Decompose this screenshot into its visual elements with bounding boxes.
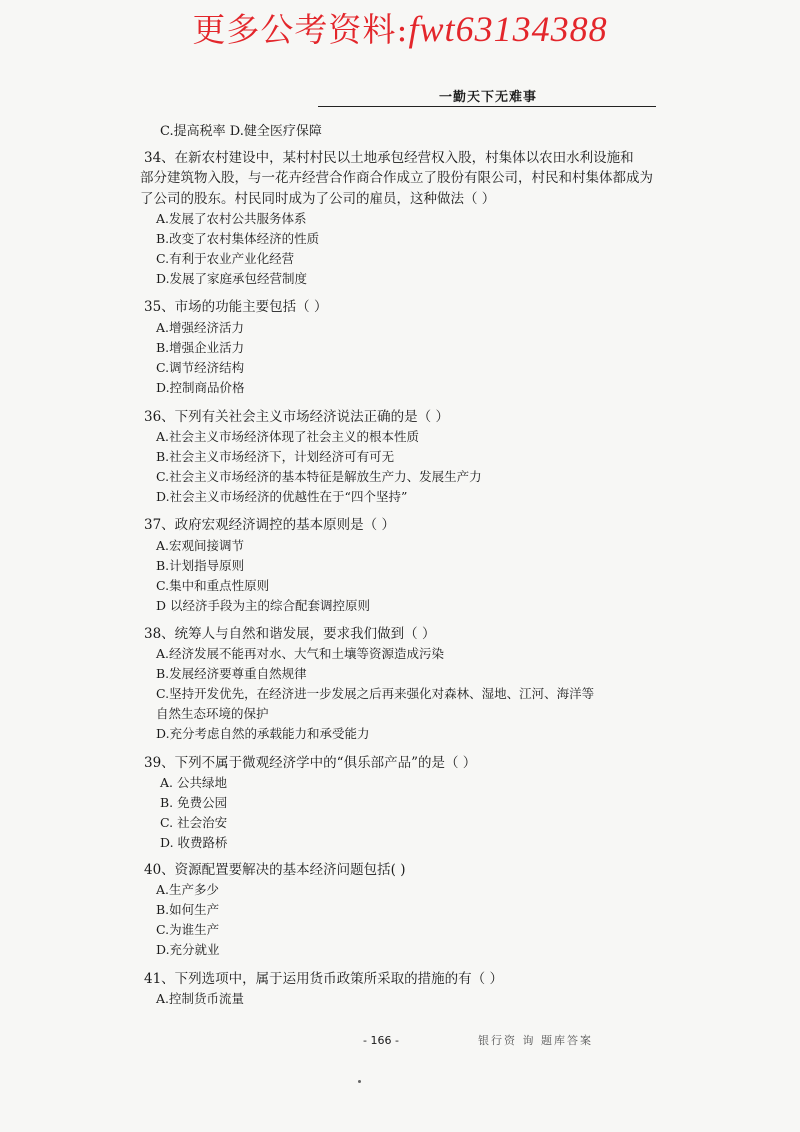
text-line: C.社会主义市场经济的基本特征是解放生产力、发展生产力 (156, 469, 482, 484)
text-line: C. 社会治安 (160, 815, 228, 830)
text-line: B.发展经济要尊重自然规律 (156, 666, 307, 681)
text-line: B.如何生产 (156, 902, 220, 917)
text-line: B.增强企业活力 (156, 340, 245, 355)
text-line: B.计划指导原则 (156, 558, 245, 573)
text-line: D. 收费路桥 (160, 835, 228, 850)
text-line: A. 公共绿地 (160, 775, 227, 790)
text-line: 部分建筑物入股，与一花卉经营合作商合作成立了股份有限公司，村民和村集体都成为 (140, 170, 653, 186)
footer-faded-text: 银行资 询 题库答案 (478, 1034, 593, 1047)
text-line: D.充分考虑自然的承载能力和承受能力 (156, 726, 370, 741)
text-line: D 以经济手段为主的综合配套调控原则 (156, 598, 370, 613)
text-line: 36、下列有关社会主义市场经济说法正确的是（ ） (144, 409, 449, 425)
text-line: C.为谁生产 (156, 922, 220, 937)
watermark-code: fwt63134388 (408, 9, 608, 49)
text-line: C.有利于农业产业化经营 (156, 251, 295, 266)
watermark-prefix: 更多公考资料: (192, 10, 409, 49)
text-line: D.充分就业 (156, 942, 220, 957)
scan-speck (358, 1080, 361, 1083)
text-line: C.提高税率 D.健全医疗保障 (160, 124, 322, 139)
text-line: A.宏观间接调节 (156, 538, 245, 553)
text-line: D.社会主义市场经济的优越性在于“四个坚持” (156, 489, 408, 504)
text-line: A.生产多少 (156, 882, 220, 897)
text-line: 38、统筹人与自然和谐发展，要求我们做到（ ） (144, 626, 436, 642)
text-line: 35、市场的功能主要包括（ ） (144, 299, 328, 315)
text-line: A.增强经济活力 (156, 320, 245, 335)
text-line: D.发展了家庭承包经营制度 (156, 271, 308, 286)
text-line: C.集中和重点性原则 (156, 578, 270, 593)
text-line: 41、下列选项中，属于运用货币政策所采取的措施的有（ ） (144, 971, 503, 987)
text-line: B.改变了农村集体经济的性质 (156, 231, 320, 246)
page-header: 一勤天下无难事 (438, 90, 537, 105)
text-line: 37、政府宏观经济调控的基本原则是（ ） (144, 517, 395, 533)
text-line: A.社会主义市场经济体现了社会主义的根本性质 (156, 429, 420, 444)
text-line: B.社会主义市场经济下，计划经济可有可无 (156, 449, 395, 464)
text-line: 40、资源配置要解决的基本经济问题包括( ) (144, 862, 406, 878)
text-line: A.控制货币流量 (156, 991, 245, 1006)
text-line: C.调节经济结构 (156, 360, 245, 375)
text-line: B. 免费公园 (160, 795, 228, 810)
text-line: C.坚持开发优先，在经济进一步发展之后再来强化对森林、湿地、江河、海洋等 (156, 686, 595, 701)
page-number: - 166 - (363, 1034, 399, 1047)
text-line: 34、在新农村建设中，某村村民以土地承包经营权入股，村集体以农田水利设施和 (144, 150, 634, 166)
text-line: A.经济发展不能再对水、大气和土壤等资源造成污染 (156, 646, 445, 661)
text-line: 39、下列不属于微观经济学中的“俱乐部产品”的是（ ） (144, 755, 477, 771)
text-line: 自然生态环境的保护 (156, 706, 269, 721)
text-line: A.发展了农村公共服务体系 (156, 211, 307, 226)
text-line: 了公司的股东。村民同时成为了公司的雇员，这种做法（ ） (140, 191, 496, 207)
text-line: D.控制商品价格 (156, 380, 245, 395)
